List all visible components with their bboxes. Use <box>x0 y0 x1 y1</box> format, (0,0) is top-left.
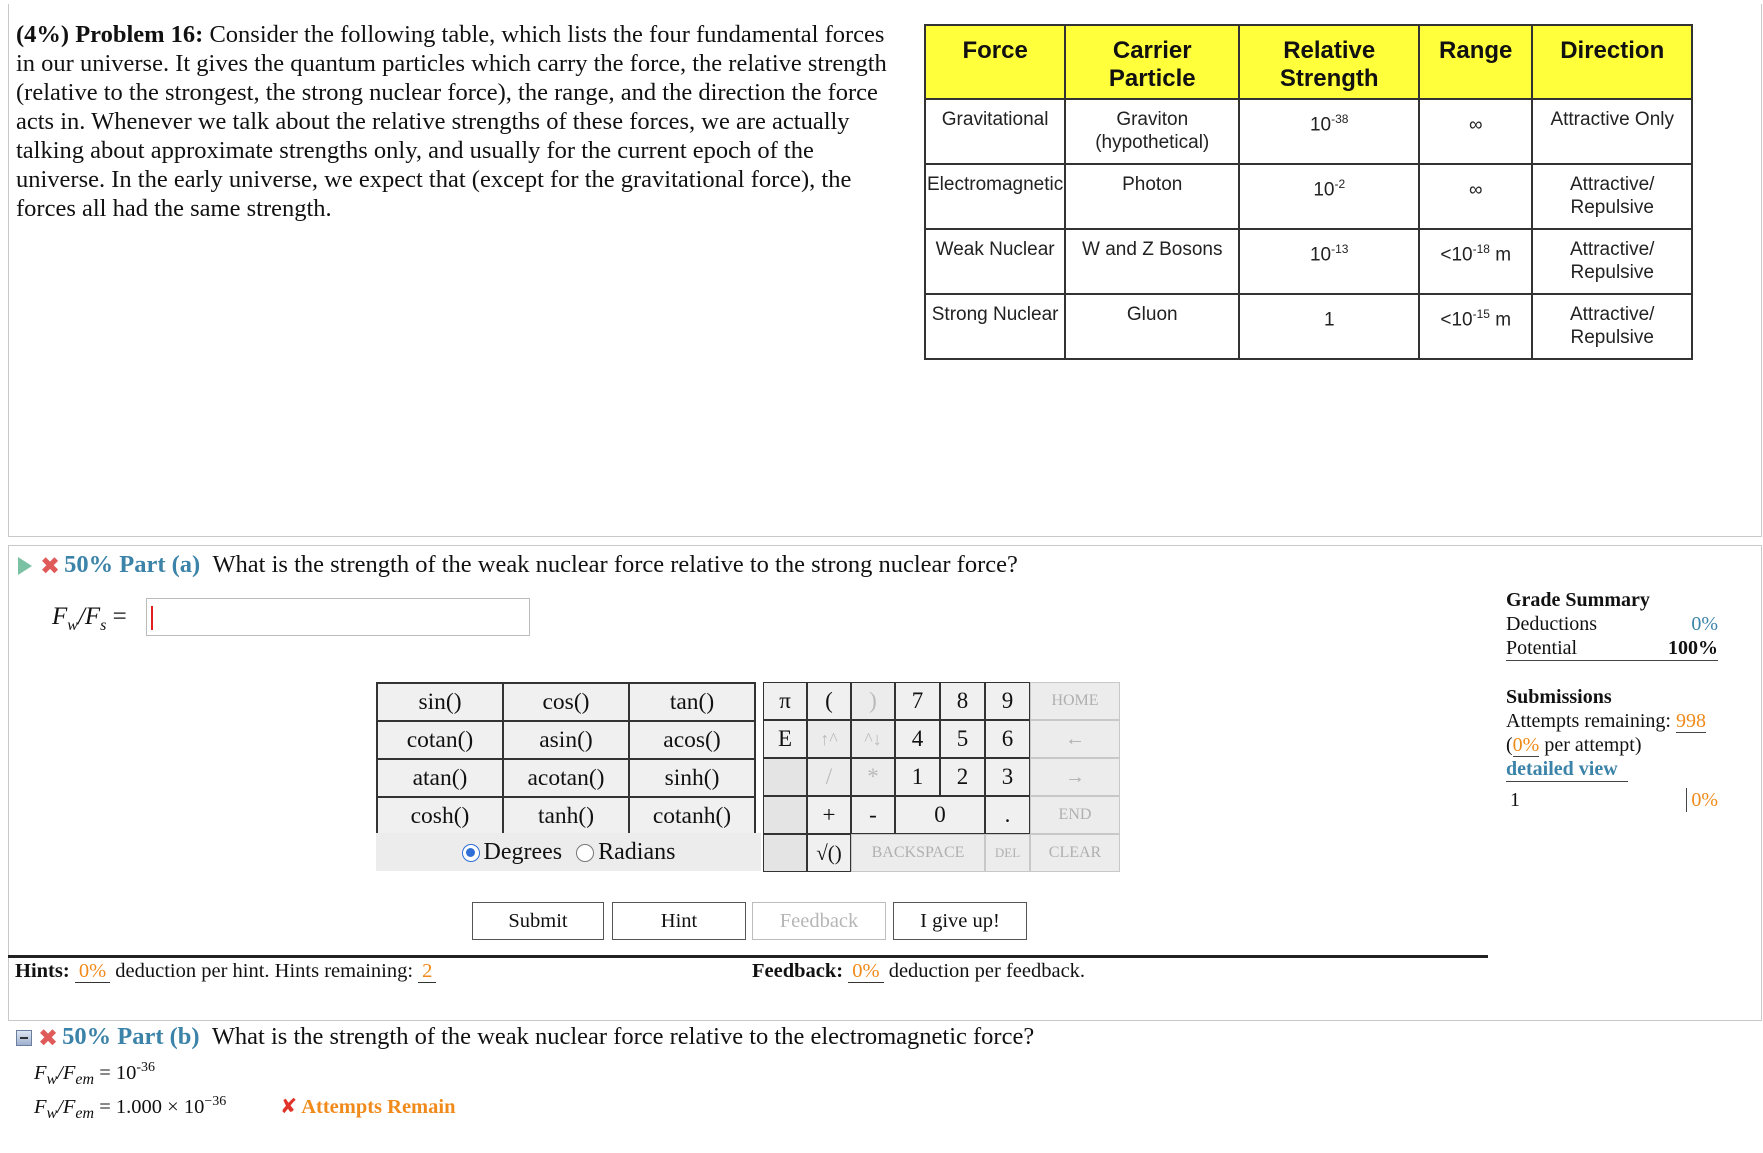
key-right-paren[interactable]: ) <box>851 682 895 720</box>
key-del[interactable]: DEL <box>985 834 1030 872</box>
part-a-header[interactable] <box>18 550 1018 581</box>
forces-table <box>924 24 1693 360</box>
direction-cell: Attractive/ Repulsive <box>1532 229 1692 294</box>
radio-unselected-icon[interactable] <box>576 844 594 862</box>
deductions-row: Deductions 0% <box>1506 613 1718 635</box>
submit-button[interactable]: Submit <box>472 902 604 940</box>
key-7[interactable]: 7 <box>895 682 940 720</box>
part-a-percent: 50% Part (a) <box>64 551 201 578</box>
direction-cell: Attractive/ Repulsive <box>1532 294 1692 359</box>
direction-cell: Attractive/ Repulsive <box>1532 164 1692 229</box>
key-acotan[interactable]: acotan() <box>503 759 629 797</box>
divider <box>8 955 1488 958</box>
key-down-caret[interactable]: ^↓ <box>851 720 895 758</box>
key-end[interactable]: END <box>1030 796 1120 834</box>
carrier-cell: Photon <box>1065 164 1239 229</box>
table-header: Direction <box>1532 25 1692 99</box>
table-row <box>925 164 1692 229</box>
carrier-cell: Graviton (hypothetical) <box>1065 99 1239 164</box>
part-b-question: What is the strength of the weak nuclear force relative to the electromagnetic force? <box>211 1023 1035 1050</box>
angle-mode-selector <box>376 833 761 871</box>
hints-info: Hints: 0% deduction per hint. Hints remaining: 2 <box>15 960 436 983</box>
table-row <box>925 229 1692 294</box>
key-pi[interactable]: π <box>763 682 807 720</box>
part-b-answer-entered: $F_w/F_{em} = 10^{-36}$ <box>34 1060 156 1088</box>
problem-body: Consider the following table, which lists the four fundamental forces in our universe. It gives the quantum particles which carry the force, the relative strength (relative to the strongest, the strong nuclear force), the range, and the direction the force acts in. Whenever we talk about the relative strengths of these forces, we are actually talking about approximate strengths only, and usually for the current epoch of the universe. In the early universe, we expect that (except for the gravitational force), the forces all had the same strength. <box>16 21 887 222</box>
key-blank <box>763 796 807 834</box>
key-3[interactable]: 3 <box>985 758 1030 796</box>
strength-cell: 1 <box>1239 294 1419 359</box>
table-header: Force <box>925 25 1065 99</box>
key-9[interactable]: 9 <box>985 682 1030 720</box>
force-cell: Weak Nuclear <box>925 229 1065 294</box>
key-1[interactable]: 1 <box>895 758 940 796</box>
submission-row: 1 0% <box>1510 789 1718 811</box>
number-keypad <box>763 682 1123 874</box>
key-asin[interactable]: asin() <box>503 721 629 759</box>
hint-deduction: 0% <box>75 960 110 983</box>
strength-cell: $10^{-2}$ <box>1239 164 1419 229</box>
key-backspace[interactable]: BACKSPACE <box>851 834 985 872</box>
key-blank <box>763 834 807 872</box>
key-cotan[interactable]: cotan() <box>377 721 503 759</box>
part-b-answer-rendered: $F_w/F_{em} = 1.000 \times 10^{-36}$ <box>34 1094 227 1122</box>
key-sinh[interactable]: sinh() <box>629 759 755 797</box>
key-2[interactable]: 2 <box>940 758 985 796</box>
range-cell: $<10^{-18}$ m <box>1419 229 1532 294</box>
key-cosh[interactable]: cosh() <box>377 797 503 835</box>
key-up-caret[interactable]: ↑^ <box>807 720 851 758</box>
degrees-option[interactable]: Degrees <box>462 839 563 866</box>
force-cell: Gravitational <box>925 99 1065 164</box>
direction-cell: Attractive Only <box>1532 99 1692 164</box>
detailed-view-link[interactable]: detailed view <box>1506 757 1628 782</box>
answer-label: $F_w/F_s$ = <box>52 603 127 634</box>
feedback-info: Feedback: 0% deduction per feedback. <box>752 960 1086 982</box>
grade-summary-title: Grade Summary <box>1506 589 1650 611</box>
range-cell: $<10^{-15}$ m <box>1419 294 1532 359</box>
key-cotanh[interactable]: cotanh() <box>629 797 755 835</box>
table-row <box>925 99 1692 164</box>
table-header-row <box>925 25 1692 99</box>
potential-row: Potential 100% <box>1506 637 1718 659</box>
key-minus[interactable]: - <box>851 796 895 834</box>
strength-cell: $10^{-38}$ <box>1239 99 1419 164</box>
key-4[interactable]: 4 <box>895 720 940 758</box>
table-header: Carrier Particle <box>1065 25 1239 99</box>
incorrect-mark-icon: ✘ <box>280 1094 298 1118</box>
radio-selected-icon[interactable] <box>462 844 480 862</box>
incorrect-x-icon: ✖ <box>38 1024 59 1053</box>
key-left-paren[interactable]: ( <box>807 682 851 720</box>
key-home[interactable]: HOME <box>1030 682 1120 720</box>
table-header: Relative Strength <box>1239 25 1419 99</box>
key-5[interactable]: 5 <box>940 720 985 758</box>
range-cell: ∞ <box>1419 99 1532 164</box>
answer-input[interactable] <box>146 598 530 636</box>
submissions-title: Submissions <box>1506 686 1612 708</box>
key-plus[interactable]: + <box>807 796 851 834</box>
text-caret <box>151 606 153 630</box>
problem-prefix: (4%) Problem 16: <box>16 21 204 48</box>
hint-button[interactable]: Hint <box>612 902 746 940</box>
grade-summary <box>1506 588 1718 812</box>
give-up-button[interactable]: I give up! <box>893 902 1027 940</box>
part-a-question: What is the strength of the weak nuclear force relative to the strong nuclear force? <box>212 551 1018 578</box>
key-sin[interactable]: sin() <box>377 683 503 721</box>
attempts-remaining: Attempts remaining: 998 <box>1506 710 1706 732</box>
incorrect-x-icon: ✖ <box>40 552 61 581</box>
key-atan[interactable]: atan() <box>377 759 503 797</box>
collapse-icon[interactable] <box>16 1030 32 1046</box>
table-header: Range <box>1419 25 1532 99</box>
key-cursor-left[interactable]: ← <box>1030 720 1120 758</box>
feedback-button[interactable]: Feedback <box>752 902 886 940</box>
part-b-header[interactable] <box>16 1022 1034 1053</box>
key-0[interactable]: 0 <box>895 796 985 834</box>
key-blank <box>763 758 807 796</box>
key-multiply[interactable]: * <box>851 758 895 796</box>
key-cos[interactable]: cos() <box>503 683 629 721</box>
attempts-remain-status: ✘ Attempts Remain <box>280 1094 456 1118</box>
hints-remaining: 2 <box>418 960 436 983</box>
force-cell: Strong Nuclear <box>925 294 1065 359</box>
table-row <box>925 294 1692 359</box>
key-e[interactable]: E <box>763 720 807 758</box>
range-cell: ∞ <box>1419 164 1532 229</box>
key-decimal[interactable]: . <box>985 796 1030 834</box>
strength-cell: $10^{-13}$ <box>1239 229 1419 294</box>
carrier-cell: Gluon <box>1065 294 1239 359</box>
key-tan[interactable]: tan() <box>629 683 755 721</box>
carrier-cell: W and Z Bosons <box>1065 229 1239 294</box>
key-8[interactable]: 8 <box>940 682 985 720</box>
function-keypad <box>376 682 756 836</box>
key-tanh[interactable]: tanh() <box>503 797 629 835</box>
feedback-deduction: 0% <box>848 960 883 983</box>
per-attempt: (0% per attempt) <box>1506 734 1642 756</box>
force-cell: Electromagnetic <box>925 164 1065 229</box>
key-acos[interactable]: acos() <box>629 721 755 759</box>
key-6[interactable]: 6 <box>985 720 1030 758</box>
problem-statement <box>16 20 904 223</box>
key-clear[interactable]: CLEAR <box>1030 834 1120 872</box>
part-b-percent: 50% Part (b) <box>62 1023 200 1050</box>
key-divide[interactable]: / <box>807 758 851 796</box>
radians-option[interactable]: Radians <box>576 839 675 866</box>
key-sqrt[interactable]: √() <box>807 834 851 872</box>
expand-triangle-icon[interactable] <box>18 557 32 575</box>
key-cursor-right[interactable]: → <box>1030 758 1120 796</box>
